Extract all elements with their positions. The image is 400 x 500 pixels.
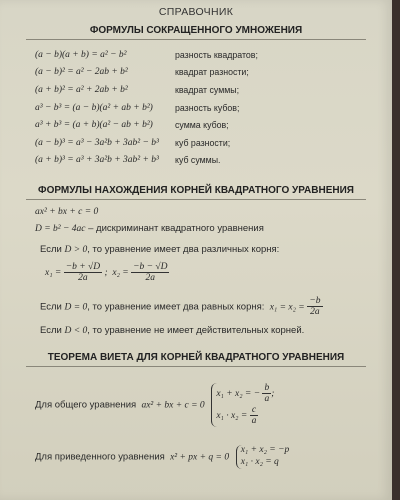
case-zero-text: , то уравнение имеет два равных корня: (87, 301, 265, 313)
section-title-multiplication: ФОРМУЛЫ СОКРАЩЕННОГО УМНОЖЕНИЯ (0, 25, 392, 40)
vieta-general-sum: x₁ + x₂ = − $\frac{b}{a}$ ; (216, 383, 275, 405)
vieta-reduced-sum: x₁ + x₂ = −p (240, 445, 290, 455)
case-negative-condition: D < 0 (64, 326, 88, 336)
case-zero-condition: D = 0 (64, 302, 88, 313)
formula-row (35, 134, 355, 152)
vieta-reduced-equation: x² + px + q = 0 (170, 452, 230, 463)
vieta-sum-lhs: x₁ + x₂ = (216, 389, 252, 400)
formula-row (35, 81, 355, 99)
x2-fraction (131, 262, 169, 284)
case-negative-text: , то уравнение не имеет действительных корней. (87, 325, 305, 336)
vieta-general (35, 383, 274, 427)
x2-numerator: −b − √D (133, 262, 168, 272)
case-zero-prefix: Если (40, 301, 65, 313)
x1-numerator: −b + √D (65, 262, 101, 272)
equal-roots-denominator: 2a (310, 307, 320, 318)
formula-row (35, 99, 355, 117)
discriminant-line (35, 223, 264, 234)
section-title-vieta: ТЕОРЕМА ВИЕТА ДЛЯ КОРНЕЙ КВАДРАТНОГО УРАВНЕНИЯ (0, 352, 392, 367)
vieta-sum-fraction (262, 383, 271, 405)
vieta-product-fraction (250, 405, 259, 427)
quadratic-equation: ax² + bx + c = 0 (35, 207, 99, 217)
case-positive-prefix: Если (40, 244, 65, 255)
formula-row (35, 116, 355, 134)
discriminant-text: – дискриминант квадратного уравнения (85, 223, 264, 234)
vieta-general-product (216, 405, 274, 427)
vieta-general-equation: ax² + bx + c = 0 (141, 400, 205, 411)
equal-roots-lhs: x₁ = x₂ = (269, 302, 305, 313)
formula-name: разность квадратов; (175, 49, 258, 60)
vieta-product-denominator: a (251, 416, 257, 427)
case-negative-prefix: Если (40, 325, 65, 336)
formula-expression: (a − b)² = a² − 2ab + b² (35, 67, 128, 78)
running-head: СПРАВОЧНИК (158, 6, 234, 18)
formula-expression: (a − b)(a + b) = a² − b² (35, 49, 127, 60)
formula-row (35, 152, 355, 170)
formula-row (35, 46, 355, 64)
equal-roots-fraction (307, 296, 322, 318)
formula-expression: (a + b)³ = a³ + 3a²b + 3ab² + b³ (35, 155, 159, 166)
case-zero-line (40, 296, 323, 318)
case-positive-line (40, 244, 279, 255)
x1-lhs: x₁ = (45, 268, 62, 279)
vieta-reduced-label: Для приведенного уравнения (35, 451, 165, 463)
vieta-reduced-system (236, 445, 290, 469)
vieta-reduced-product: x₁ · x₂ = q (240, 456, 279, 467)
roots-separator: ; (104, 268, 108, 279)
formula-row (35, 64, 355, 82)
vieta-sum-end: ; (271, 389, 275, 400)
case-negative-line (40, 325, 304, 336)
vieta-product-lhs: x₁ · x₂ = (216, 411, 248, 421)
x2-lhs: x₂ = (112, 268, 129, 279)
formula-name: квадрат суммы; (175, 84, 240, 95)
vieta-general-system (211, 383, 274, 427)
formula-name: квадрат разности; (175, 67, 249, 78)
formula-name: куб суммы. (175, 155, 221, 166)
case-positive-condition: D > 0 (64, 245, 88, 255)
formula-name: куб разности; (175, 137, 231, 148)
vieta-sum-denominator: a (264, 394, 270, 405)
vieta-general-label: Для общего уравнения (35, 399, 137, 411)
x1-denominator: 2a (78, 273, 88, 284)
two-roots-formulas (45, 262, 169, 284)
equal-roots-numerator: −b (309, 296, 321, 306)
section-title-quadratic-roots: ФОРМУЛЫ НАХОЖДЕНИЯ КОРНЕЙ КВАДРАТНОГО УРАВНЕНИЯ (0, 185, 392, 200)
vieta-reduced (35, 445, 289, 469)
formula-expression: (a + b)² = a² + 2ab + b² (35, 84, 128, 95)
x2-denominator: 2a (145, 273, 156, 284)
formula-expression: a³ + b³ = (a + b)(a² − ab + b²) (35, 120, 153, 131)
discriminant-formula: D = b² − 4ac (35, 224, 86, 234)
multiplication-formulas-table (35, 46, 355, 169)
formula-name: сумма кубов; (175, 120, 229, 131)
vieta-sum-numerator: b (264, 383, 270, 393)
x1-fraction (64, 262, 102, 284)
vieta-product-numerator: c (250, 405, 259, 416)
formula-expression: a³ − b³ = (a − b)(a² + ab + b²) (35, 102, 153, 113)
case-positive-text: , то уравнение имеет два различных корня: (87, 244, 280, 255)
formula-expression: (a − b)³ = a³ − 3a²b + 3ab² − b³ (35, 137, 159, 148)
formula-name: разность кубов; (175, 102, 240, 113)
